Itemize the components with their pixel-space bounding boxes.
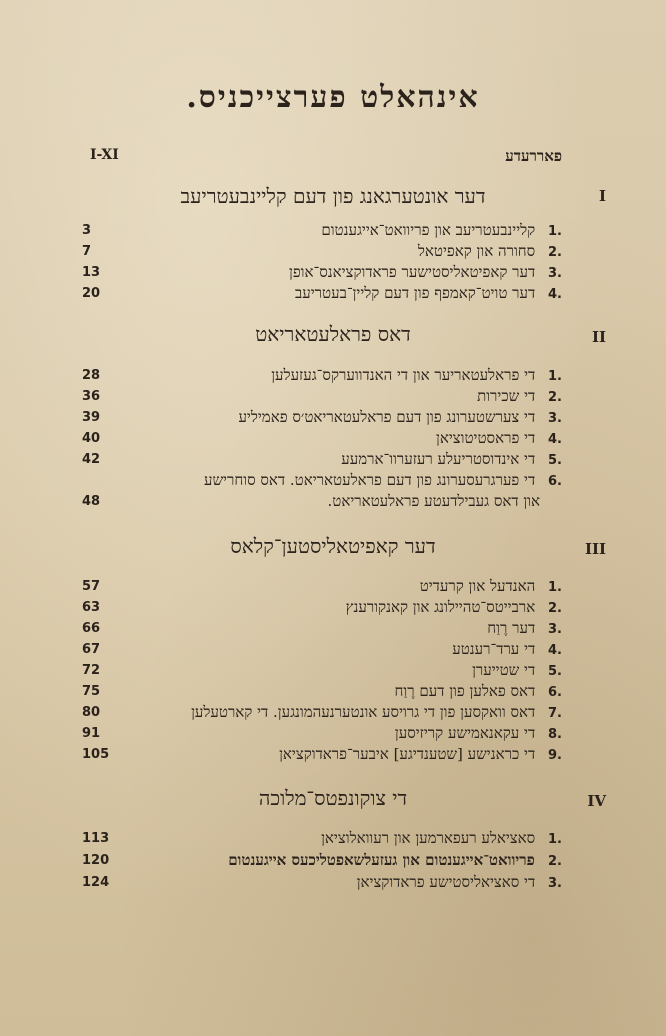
item-title: די כראנישע [שטענדיגע] איבער־פראדוקציאן: [279, 745, 536, 763]
item-number: .2: [548, 390, 562, 405]
page-number: 13: [82, 265, 101, 280]
page-number: 72: [82, 663, 101, 678]
item-number: .1: [548, 369, 562, 384]
toc-row: [0, 873, 666, 899]
item-number: .3: [548, 876, 562, 891]
item-number: .1: [548, 832, 562, 847]
page-number: 28: [82, 368, 101, 383]
item-number: .2: [548, 601, 562, 616]
page-number: 63: [82, 600, 101, 615]
item-number: .3: [548, 266, 562, 281]
page-number: 105: [82, 747, 110, 762]
item-title: קליינבעטריעב און פריוואט־אייגענטום: [321, 221, 536, 239]
item-title: די סאציאליסטישע פראדוקציאן: [356, 873, 536, 891]
page-number: 48: [82, 494, 101, 509]
item-number: .9: [548, 748, 562, 763]
page-number: 120: [82, 853, 110, 868]
item-title: ארבייטס־טהיילונג און קאנקורענץ: [345, 598, 536, 616]
toc-row: [0, 492, 666, 518]
page-number: 39: [82, 410, 101, 425]
item-number: .3: [548, 622, 562, 637]
item-number: .8: [548, 727, 562, 742]
preface-label: פאררעדע: [505, 147, 562, 165]
page-number: 75: [82, 684, 101, 699]
item-number: .2: [548, 245, 562, 260]
item-title: דאס פאלען פון דעם רֶוַח: [394, 682, 536, 700]
page-number: 57: [82, 579, 101, 594]
page-number: 124: [82, 875, 110, 890]
item-number: .2: [548, 854, 562, 869]
page-number: 67: [82, 642, 101, 657]
page-number: 3: [82, 223, 92, 238]
item-title: די שטייערן: [472, 661, 536, 679]
item-title: די פראלעטאריער און די האנדווערקס־געזעלען: [271, 366, 536, 384]
item-number: .4: [548, 643, 562, 658]
page-number: 40: [82, 431, 101, 446]
item-number: .1: [548, 580, 562, 595]
item-number: .1: [548, 224, 562, 239]
section-4-roman: IV: [587, 792, 606, 810]
item-number: .7: [548, 706, 562, 721]
item-title: די ערד־רענטע: [452, 640, 536, 658]
item-title: סאציאלע רעפארמען און רעוואלוציאן: [321, 829, 536, 847]
item-number: .5: [548, 664, 562, 679]
item-number: .6: [548, 474, 562, 489]
item-number: .4: [548, 432, 562, 447]
page-number: 91: [82, 726, 101, 741]
page-number: 80: [82, 705, 101, 720]
item-title: דאס וואקסען פון די גרויסע אונטערנעהמונגען. די קארטעלען: [191, 703, 536, 721]
item-number: .3: [548, 411, 562, 426]
section-2-roman: II: [591, 328, 606, 346]
page-number: 113: [82, 831, 110, 846]
page-title: אינהאלט פערצייכניס.: [186, 80, 480, 115]
item-title: די צערשטערונג פון דעם פראלעטאריאט׳ס פאמיליע: [238, 408, 536, 426]
page-number: 42: [82, 452, 101, 467]
section-2-title: דאס פראלעטאריאט: [255, 322, 411, 346]
toc-row: [0, 745, 666, 771]
page-number: 20: [82, 286, 101, 301]
section-1-roman: I: [598, 187, 606, 205]
item-title: סחורה און קאפיטאל: [417, 242, 536, 260]
item-title: דער טויט־קאמפף פון דעם קליין־בעטריעב: [295, 284, 536, 302]
section-3-roman: III: [584, 540, 606, 558]
toc-row: [0, 284, 666, 310]
section-4-title: די צוקונפטס־מלוכה: [258, 786, 408, 810]
item-title: דער רֶוַח: [487, 619, 536, 637]
item-title: און דאס געבילדעטע פראלעטאריאט.: [327, 492, 540, 510]
item-title: די עקאנאמישע קריזיסען: [394, 724, 536, 742]
item-title: די אינדוסטריעלע רעזערוו־ארמעע: [341, 450, 536, 468]
item-number: .5: [548, 453, 562, 468]
page-number: 7: [82, 244, 92, 259]
item-title: די פראסטיטוציאן: [436, 429, 536, 447]
item-number: .6: [548, 685, 562, 700]
item-title: די שכירות: [477, 387, 536, 405]
page-number: 66: [82, 621, 101, 636]
section-3-title: דער קאפיטאליסטען־קלאס: [230, 534, 436, 558]
page-number: 36: [82, 389, 101, 404]
item-title: די פערגרעסערונג פון דעם פראלעטאריאט. דאס סוחרישע: [203, 471, 536, 489]
item-number: .4: [548, 287, 562, 302]
item-title: פריוואט־אייגענטום און געזעלשאפטליכעס אייגענטום: [228, 851, 535, 869]
preface-pages: I-XI: [90, 147, 119, 163]
item-title: האנדעל און קרעדיט: [419, 577, 536, 595]
section-1-title: דער אונטערגאנג פון דעם קליינבעטריעב: [180, 184, 486, 208]
item-title: דער קאפיטאליסטישער פראדוקציאנס־אופן: [289, 263, 536, 281]
